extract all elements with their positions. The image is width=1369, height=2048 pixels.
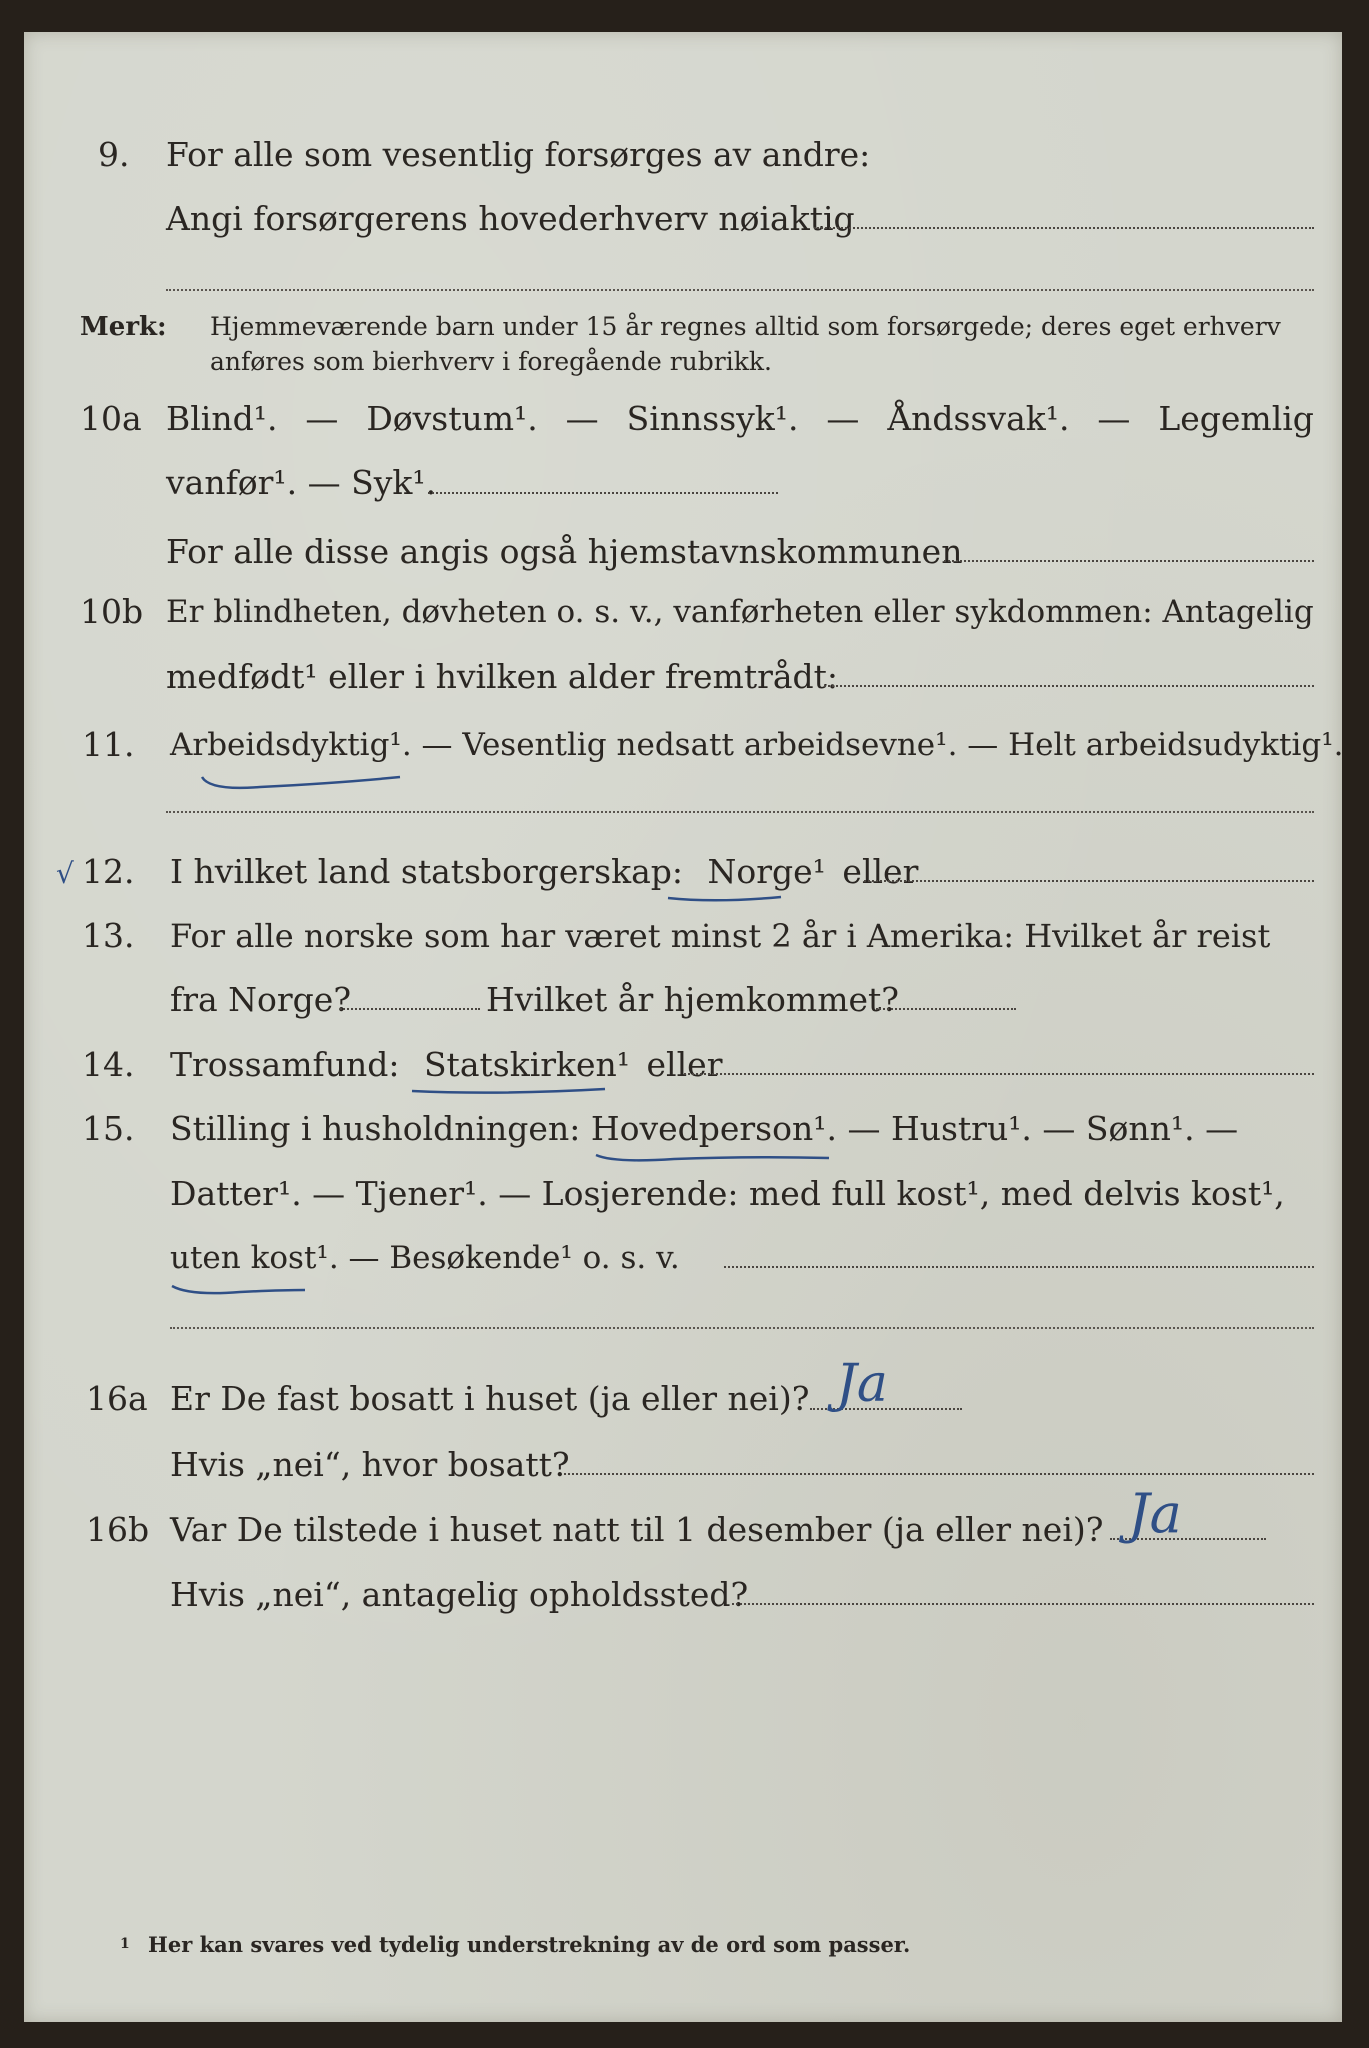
q10a-answer-line[interactable] bbox=[428, 492, 778, 494]
q14-tail: eller bbox=[646, 1045, 723, 1084]
q16a-line2: Hvis „nei“, hvor bosatt? bbox=[170, 1445, 570, 1484]
q16a-line1: Er De fast bosatt i huset (ja eller nei)? bbox=[170, 1379, 810, 1418]
q12-text: I hvilket land statsborgerskap: bbox=[170, 852, 684, 891]
q11-number: 11. bbox=[82, 725, 135, 764]
q14-answer-line[interactable] bbox=[684, 1073, 1314, 1075]
q10a-line3: For alle disse angis også hjemstavnskommunen bbox=[166, 532, 963, 571]
q14-option-statskirken[interactable]: Statskirken¹ bbox=[423, 1045, 631, 1084]
q15-line2: Datter¹. — Tjener¹. — Losjerende: med full kost¹, med delvis kost¹, bbox=[170, 1174, 1285, 1213]
q10a-item-legemlig: Legemlig bbox=[1158, 399, 1314, 438]
q13-line2a: fra Norge? bbox=[170, 980, 352, 1019]
q10a-line1 bbox=[166, 399, 1314, 439]
q10a-item-dovstum: Døvstum¹. bbox=[366, 399, 538, 438]
q10b-number: 10b bbox=[80, 592, 144, 631]
q15-number: 15. bbox=[82, 1109, 135, 1148]
q9-answer-line2[interactable] bbox=[166, 289, 1314, 291]
q16b-line1: Var De tilstede i huset natt til 1 desember (ja eller nei)? bbox=[170, 1510, 1104, 1549]
handwritten-underline-arbeidsdyktig bbox=[200, 767, 420, 797]
q16b-handwritten-answer: Ja bbox=[1128, 1482, 1182, 1545]
q10a-dash: — bbox=[826, 399, 860, 438]
q16b-line2: Hvis „nei“, antagelig opholdssted? bbox=[170, 1575, 749, 1614]
q9-line2: Angi forsørgerens hovederhverv nøiaktig bbox=[166, 199, 855, 238]
handwritten-checkmark: √ bbox=[56, 857, 74, 890]
footnote-text: Her kan svares ved tydelig understrekning av de ord som passer. bbox=[148, 1932, 911, 1957]
q13-year-returned-line[interactable] bbox=[876, 1008, 1016, 1010]
q11-line1: Arbeidsdyktig¹. — Vesentlig nedsatt arbeidsevne¹. — Helt arbeidsudyktig¹. bbox=[170, 727, 1344, 763]
q12-tail: eller bbox=[842, 852, 919, 891]
q10a-dash: — bbox=[565, 399, 599, 438]
q9-answer-line[interactable] bbox=[814, 227, 1314, 229]
q16b-number: 16b bbox=[86, 1510, 150, 1549]
q9-line1: For alle som vesentlig forsørges av andre: bbox=[166, 135, 871, 174]
q16a-number: 16a bbox=[86, 1379, 148, 1418]
q15-answer-line2[interactable] bbox=[170, 1327, 1314, 1329]
q12-number: 12. bbox=[82, 852, 135, 891]
q10b-answer-line[interactable] bbox=[824, 685, 1314, 687]
handwritten-underline-norge bbox=[666, 894, 786, 908]
q13-year-left-line[interactable] bbox=[340, 1008, 480, 1010]
q13-line1: For alle norske som har været minst 2 år i Amerika: Hvilket år reist bbox=[170, 917, 1271, 955]
q9-number: 9. bbox=[98, 135, 130, 174]
q14-line bbox=[170, 1045, 722, 1085]
q16a-residence-line[interactable] bbox=[564, 1473, 1314, 1475]
handwritten-underline-hovedperson bbox=[594, 1150, 834, 1166]
q15-line1: Stilling i husholdningen: Hovedperson¹. — Hustru¹. — Sønn¹. — bbox=[170, 1109, 1239, 1148]
q11-answer-line[interactable] bbox=[166, 811, 1314, 813]
q12-answer-line[interactable] bbox=[864, 880, 1314, 882]
q12-option-norge[interactable]: Norge¹ bbox=[707, 852, 826, 891]
q10a-hometown-line[interactable] bbox=[944, 560, 1314, 562]
q10a-item-sinnssyk: Sinnssyk¹. bbox=[626, 399, 799, 438]
q10a-item-andssvak: Åndssvak¹. bbox=[887, 399, 1070, 438]
q14-number: 14. bbox=[82, 1045, 135, 1084]
q15-answer-line[interactable] bbox=[724, 1266, 1314, 1268]
q16b-whereabouts-line[interactable] bbox=[732, 1603, 1314, 1605]
q10a-dash: — bbox=[305, 399, 339, 438]
q10a-line2: vanfør¹. — Syk¹. bbox=[166, 463, 437, 502]
q10b-line2: medfødt¹ eller i hvilken alder fremtrådt: bbox=[166, 657, 839, 696]
merk-label: Merk: bbox=[80, 312, 167, 342]
footnote-mark: 1 bbox=[120, 1936, 130, 1952]
census-form-page bbox=[24, 32, 1342, 2022]
handwritten-underline-uten-kost bbox=[170, 1282, 310, 1302]
q10a-number: 10a bbox=[80, 399, 142, 438]
merk-line2: anføres som bierhverv i foregående rubrikk. bbox=[210, 347, 772, 376]
q10b-line1: Er blindheten, døvheten o. s. v., vanførheten eller sykdommen: Antagelig bbox=[166, 594, 1314, 630]
q10a-item-blind: Blind¹. bbox=[166, 399, 278, 438]
q10a-dash: — bbox=[1097, 399, 1131, 438]
q15-line3: uten kost¹. — Besøkende¹ o. s. v. bbox=[170, 1240, 680, 1276]
q14-text: Trossamfund: bbox=[170, 1045, 400, 1084]
q16a-handwritten-answer: Ja bbox=[836, 1354, 888, 1414]
q12-line bbox=[170, 852, 918, 892]
handwritten-underline-statskirken bbox=[410, 1085, 610, 1099]
q13-number: 13. bbox=[82, 916, 135, 955]
merk-line1: Hjemmeværende barn under 15 år regnes alltid som forsørgede; deres eget erhverv bbox=[210, 312, 1281, 341]
q13-line2b: Hvilket år hjemkommet? bbox=[486, 980, 899, 1019]
